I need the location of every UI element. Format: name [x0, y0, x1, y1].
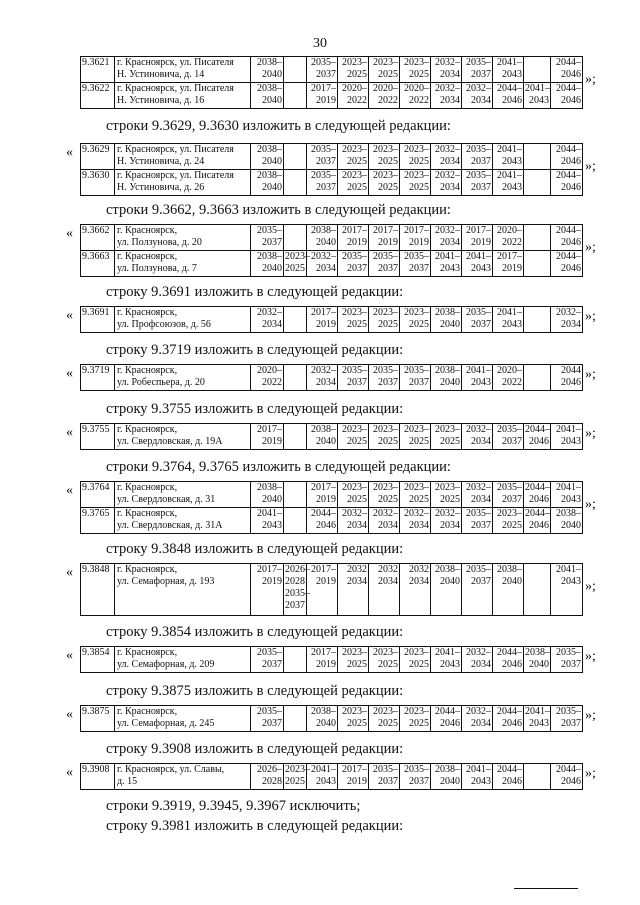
year-cell: 2035– 2037 [369, 365, 400, 391]
year-cell: 2032– 2034 [462, 482, 493, 508]
table-row [81, 251, 583, 277]
year-cell: 2044– 2046 [524, 424, 551, 450]
year-cell: 2023– 2025 [400, 57, 431, 83]
year-cell: 2020– 2022 [369, 83, 400, 109]
year-cell: 2023– 2025 [400, 307, 431, 333]
year-cell: 2044– 2046 [493, 706, 524, 732]
year-cell: 2044– 2046 [431, 706, 462, 732]
year-cell: 2038– 2040 [251, 144, 284, 170]
year-cell: 2041– 2043 [462, 251, 493, 277]
year-cell: 2023– 2025 [338, 482, 369, 508]
year-cell: 2035– 2037 [307, 170, 338, 196]
row-number: 9.3621 [81, 57, 115, 83]
year-cell: 2020– 2022 [493, 225, 524, 251]
year-cell: 2035– 2037 [462, 307, 493, 333]
table-row [81, 144, 583, 170]
year-cell: 2035– 2037 [338, 365, 369, 391]
amendment-table [80, 563, 583, 616]
closing-quote: »; [585, 579, 596, 594]
year-cell: 2023– 2025 [431, 424, 462, 450]
year-cell: 2044– 2046 [524, 508, 551, 534]
instruction-9-3629: строки 9.3629, 9.3630 изложить в следующей редакции: [106, 118, 451, 134]
year-cell: 2017– 2019 [251, 424, 284, 450]
opening-quote: « [66, 707, 73, 722]
table-row [81, 57, 583, 83]
year-cell [284, 225, 307, 251]
year-cell: 2041– 2043 [524, 83, 551, 109]
year-cell: 2020– 2022 [251, 365, 284, 391]
table-row [81, 365, 583, 391]
address-cell: г. Красноярск, ул. Писателя Н. Устиновича, д. 14 [115, 57, 251, 83]
year-cell: 2044– 2046 [493, 647, 524, 673]
year-cell: 2023– 2025 [400, 170, 431, 196]
closing-quote: »; [585, 649, 596, 664]
year-cell: 2032 2034 [369, 564, 400, 616]
year-cell: 2035– 2037 [462, 564, 493, 616]
row-number: 9.3719 [81, 365, 115, 391]
year-cell: 2038– 2040 [431, 764, 462, 790]
instruction-9-3908: строку 9.3908 изложить в следующей редакции: [106, 741, 404, 757]
year-cell: 2041– 2043 [251, 508, 284, 534]
year-cell: 2038– 2040 [307, 424, 338, 450]
amendment-table [80, 224, 583, 277]
year-cell: 2035– 2037 [369, 764, 400, 790]
table-row [81, 225, 583, 251]
year-cell: 2017– 2019 [307, 647, 338, 673]
row-number: 9.3630 [81, 170, 115, 196]
opening-quote: « [66, 765, 73, 780]
year-cell: 2038– 2040 [431, 307, 462, 333]
year-cell: 2023– 2025 [338, 706, 369, 732]
year-cell: 2023– 2025 [369, 170, 400, 196]
year-cell: 2035– 2037 [551, 706, 583, 732]
year-cell: 2035– 2037 [400, 251, 431, 277]
year-cell: 2044– 2046 [551, 225, 583, 251]
year-cell: 2023– 2025 [338, 307, 369, 333]
year-cell: 2023– 2025 [369, 424, 400, 450]
year-cell: 2032 2034 [338, 564, 369, 616]
table-row [81, 170, 583, 196]
footer-rule [514, 888, 578, 889]
year-cell: 2023– 2025 [338, 144, 369, 170]
year-cell: 2041– 2043 [462, 365, 493, 391]
opening-quote: « [66, 565, 73, 580]
row-number: 9.3764 [81, 482, 115, 508]
year-cell: 2041– 2043 [551, 564, 583, 616]
year-cell: 2044– 2046 [551, 251, 583, 277]
year-cell: 2041– 2043 [493, 57, 524, 83]
address-cell: г. Красноярск, ул. Робеспьера, д. 20 [115, 365, 251, 391]
year-cell: 2032– 2034 [462, 647, 493, 673]
opening-quote: « [66, 226, 73, 241]
year-cell: 2023– 2025 [431, 482, 462, 508]
address-cell: г. Красноярск, ул. Славы, д. 15 [115, 764, 251, 790]
year-cell: 2017– 2019 [369, 225, 400, 251]
opening-quote: « [66, 483, 73, 498]
year-cell: 2038– 2040 [251, 83, 284, 109]
row-number: 9.3908 [81, 764, 115, 790]
address-cell: г. Красноярск, ул. Свердловская, д. 31А [115, 508, 251, 534]
instruction-9-3764: строки 9.3764, 9.3765 изложить в следующей редакции: [106, 459, 451, 475]
year-cell: 2044– 2046 [551, 83, 583, 109]
year-cell: 2035– 2037 [400, 764, 431, 790]
amendment-table [80, 481, 583, 534]
year-cell: 2035– 2037 [251, 647, 284, 673]
address-cell: г. Красноярск, ул. Семафорная, д. 193 [115, 564, 251, 616]
year-cell: 2023– 2025 [369, 57, 400, 83]
address-cell: г. Красноярск, ул. Семафорная, д. 209 [115, 647, 251, 673]
instruction-9-3662: строки 9.3662, 9.3663 изложить в следующей редакции: [106, 202, 451, 218]
year-cell: 2032– 2034 [551, 307, 583, 333]
year-cell: 2041– 2043 [551, 424, 583, 450]
row-number: 9.3765 [81, 508, 115, 534]
instruction-9-3848: строку 9.3848 изложить в следующей редакции: [106, 541, 404, 557]
instruction-exclude: строки 9.3919, 9.3945, 9.3967 исключить; [106, 798, 361, 814]
row-number: 9.3663 [81, 251, 115, 277]
year-cell [524, 564, 551, 616]
year-cell: 2023– 2025 [338, 170, 369, 196]
year-cell [284, 482, 307, 508]
year-cell: 2026– 2028 [251, 764, 284, 790]
year-cell: 2032– 2034 [307, 365, 338, 391]
year-cell: 2032– 2034 [431, 83, 462, 109]
instruction-9-3875: строку 9.3875 изложить в следующей редакции: [106, 683, 404, 699]
address-cell: г. Красноярск, ул. Писателя Н. Устиновича, д. 24 [115, 144, 251, 170]
year-cell: 2032– 2034 [431, 144, 462, 170]
year-cell: 2035– 2037 [338, 251, 369, 277]
closing-quote: »; [585, 159, 596, 174]
instruction-9-3719: строку 9.3719 изложить в следующей редакции: [106, 342, 404, 358]
year-cell: 2044– 2046 [493, 83, 524, 109]
year-cell: 2038– 2040 [307, 225, 338, 251]
amendment-table [80, 143, 583, 196]
address-cell: г. Красноярск, ул. Писателя Н. Устиновича, д. 26 [115, 170, 251, 196]
year-cell: 2035– 2037 [551, 647, 583, 673]
year-cell: 2035– 2037 [251, 225, 284, 251]
year-cell: 2023– 2025 [338, 424, 369, 450]
year-cell: 2023– 2025 [369, 706, 400, 732]
year-cell: 2032– 2034 [431, 508, 462, 534]
year-cell [284, 83, 307, 109]
year-cell: 2032– 2034 [431, 225, 462, 251]
year-cell: 2035– 2037 [307, 144, 338, 170]
year-cell [284, 170, 307, 196]
year-cell: 2017– 2019 [307, 564, 338, 616]
year-cell [524, 307, 551, 333]
closing-quote: »; [585, 766, 596, 781]
opening-quote: « [66, 308, 73, 323]
year-cell: 2023– 2025 [400, 706, 431, 732]
year-cell: 2023– 2025 [400, 647, 431, 673]
year-cell: 2038– 2040 [431, 365, 462, 391]
year-cell: 2023– 2025 [284, 251, 307, 277]
year-cell: 2044– 2046 [307, 508, 338, 534]
address-cell: г. Красноярск, ул. Свердловская, д. 31 [115, 482, 251, 508]
year-cell: 2038– 2040 [307, 706, 338, 732]
row-number: 9.3622 [81, 83, 115, 109]
page-number: 30 [313, 36, 327, 51]
year-cell: 2017– 2019 [338, 764, 369, 790]
table-row [81, 482, 583, 508]
year-cell [524, 365, 551, 391]
address-cell: г. Красноярск, ул. Писателя Н. Устиновича, д. 16 [115, 83, 251, 109]
year-cell [524, 225, 551, 251]
year-cell [284, 508, 307, 534]
year-cell: 2038– 2040 [251, 57, 284, 83]
year-cell: 2035– 2037 [493, 424, 524, 450]
address-cell: г. Красноярск, ул. Семафорная, д. 245 [115, 706, 251, 732]
amendment-table [80, 306, 583, 333]
opening-quote: « [66, 366, 73, 381]
table-row [81, 647, 583, 673]
year-cell: 2035– 2037 [307, 57, 338, 83]
row-number: 9.3755 [81, 424, 115, 450]
year-cell: 2038– 2040 [251, 482, 284, 508]
row-number: 9.3875 [81, 706, 115, 732]
year-cell: 2041– 2043 [493, 170, 524, 196]
year-cell: 2032– 2034 [338, 508, 369, 534]
opening-quote: « [66, 145, 73, 160]
table-row [81, 564, 583, 616]
year-cell: 2032– 2034 [369, 508, 400, 534]
year-cell: 2017– 2019 [338, 225, 369, 251]
year-cell: 2023– 2025 [400, 424, 431, 450]
row-number: 9.3691 [81, 307, 115, 333]
year-cell: 2041– 2043 [493, 144, 524, 170]
closing-quote: »; [585, 309, 596, 324]
year-cell: 2041– 2043 [307, 764, 338, 790]
year-cell: 2032– 2034 [431, 170, 462, 196]
year-cell: 2041– 2043 [431, 251, 462, 277]
amendment-table [80, 646, 583, 673]
year-cell: 2032– 2034 [251, 307, 284, 333]
year-cell [524, 144, 551, 170]
opening-quote: « [66, 425, 73, 440]
closing-quote: »; [585, 497, 596, 512]
year-cell: 2023– 2025 [400, 482, 431, 508]
year-cell: 2023– 2025 [493, 508, 524, 534]
closing-quote: »; [585, 72, 596, 87]
year-cell [284, 307, 307, 333]
table-row [81, 508, 583, 534]
row-number: 9.3848 [81, 564, 115, 616]
year-cell: 2038– 2040 [493, 564, 524, 616]
year-cell: 2032 2034 [400, 564, 431, 616]
year-cell: 2017– 2019 [400, 225, 431, 251]
table-row [81, 83, 583, 109]
year-cell: 2017– 2019 [493, 251, 524, 277]
year-cell [524, 170, 551, 196]
year-cell: 2035– 2037 [493, 482, 524, 508]
year-cell: 2038– 2040 [431, 564, 462, 616]
year-cell: 2035– 2037 [462, 144, 493, 170]
table-row [81, 424, 583, 450]
amendment-table [80, 705, 583, 732]
amendment-table [80, 56, 583, 109]
instruction-9-3981: строку 9.3981 изложить в следующей редакции: [106, 818, 404, 834]
year-cell: 2023– 2025 [369, 307, 400, 333]
address-cell: г. Красноярск, ул. Профсоюзов, д. 56 [115, 307, 251, 333]
year-cell: 2017– 2019 [307, 482, 338, 508]
year-cell: 2020– 2022 [338, 83, 369, 109]
year-cell [284, 647, 307, 673]
year-cell: 2023– 2025 [369, 482, 400, 508]
year-cell: 2020– 2022 [400, 83, 431, 109]
year-cell [284, 365, 307, 391]
year-cell: 2023– 2025 [369, 647, 400, 673]
table-row [81, 764, 583, 790]
year-cell: 2041– 2043 [524, 706, 551, 732]
year-cell: 2044– 2046 [551, 57, 583, 83]
amendment-table [80, 364, 583, 391]
year-cell: 2032– 2034 [462, 424, 493, 450]
address-cell: г. Красноярск, ул. Ползунова, д. 7 [115, 251, 251, 277]
year-cell: 2044 2046 [551, 365, 583, 391]
year-cell: 2023– 2025 [400, 144, 431, 170]
row-number: 9.3629 [81, 144, 115, 170]
amendment-table [80, 763, 583, 790]
closing-quote: »; [585, 240, 596, 255]
year-cell [284, 144, 307, 170]
year-cell: 2035– 2037 [369, 251, 400, 277]
year-cell: 2026– 2028; 2035– 2037 [284, 564, 307, 616]
year-cell: 2041– 2043 [462, 764, 493, 790]
closing-quote: »; [585, 708, 596, 723]
year-cell: 2032– 2034 [462, 83, 493, 109]
year-cell: 2044– 2046 [493, 764, 524, 790]
year-cell: 2035– 2037 [462, 508, 493, 534]
year-cell: 2032– 2034 [307, 251, 338, 277]
instruction-9-3691: строку 9.3691 изложить в следующей редакции: [106, 284, 404, 300]
address-cell: г. Красноярск, ул. Ползунова, д. 20 [115, 225, 251, 251]
year-cell: 2041– 2043 [551, 482, 583, 508]
row-number: 9.3662 [81, 225, 115, 251]
year-cell: 2038– 2040 [551, 508, 583, 534]
year-cell [524, 251, 551, 277]
year-cell: 2041– 2043 [431, 647, 462, 673]
year-cell [284, 424, 307, 450]
year-cell: 2038– 2040 [251, 170, 284, 196]
instruction-9-3854: строку 9.3854 изложить в следующей редакции: [106, 624, 404, 640]
year-cell: 2017– 2019 [251, 564, 284, 616]
year-cell [284, 57, 307, 83]
year-cell: 2038– 2040 [251, 251, 284, 277]
year-cell: 2032– 2034 [400, 508, 431, 534]
year-cell: 2023– 2025 [338, 57, 369, 83]
amendment-table [80, 423, 583, 450]
table-row [81, 706, 583, 732]
year-cell: 2017– 2019 [307, 83, 338, 109]
year-cell: 2035– 2037 [462, 170, 493, 196]
year-cell: 2038– 2040 [524, 647, 551, 673]
year-cell [524, 57, 551, 83]
year-cell: 2017– 2019 [307, 307, 338, 333]
row-number: 9.3854 [81, 647, 115, 673]
year-cell: 2044– 2046 [551, 764, 583, 790]
year-cell: 2035– 2037 [462, 57, 493, 83]
year-cell: 2032– 2034 [431, 57, 462, 83]
address-cell: г. Красноярск, ул. Свердловская, д. 19А [115, 424, 251, 450]
instruction-9-3755: строку 9.3755 изложить в следующей редакции: [106, 401, 404, 417]
year-cell: 2041– 2043 [493, 307, 524, 333]
year-cell: 2044– 2046 [551, 170, 583, 196]
closing-quote: »; [585, 367, 596, 382]
year-cell: 2023– 2025 [338, 647, 369, 673]
year-cell: 2044– 2046 [524, 482, 551, 508]
year-cell [284, 706, 307, 732]
year-cell: 2035– 2037 [251, 706, 284, 732]
year-cell: 2017– 2019 [462, 225, 493, 251]
year-cell: 2023– 2025 [284, 764, 307, 790]
year-cell: 2032– 2034 [462, 706, 493, 732]
year-cell: 2035– 2037 [400, 365, 431, 391]
year-cell: 2020– 2022 [493, 365, 524, 391]
year-cell [524, 764, 551, 790]
year-cell: 2023– 2025 [369, 144, 400, 170]
opening-quote: « [66, 648, 73, 663]
closing-quote: »; [585, 426, 596, 441]
year-cell: 2044– 2046 [551, 144, 583, 170]
table-row [81, 307, 583, 333]
